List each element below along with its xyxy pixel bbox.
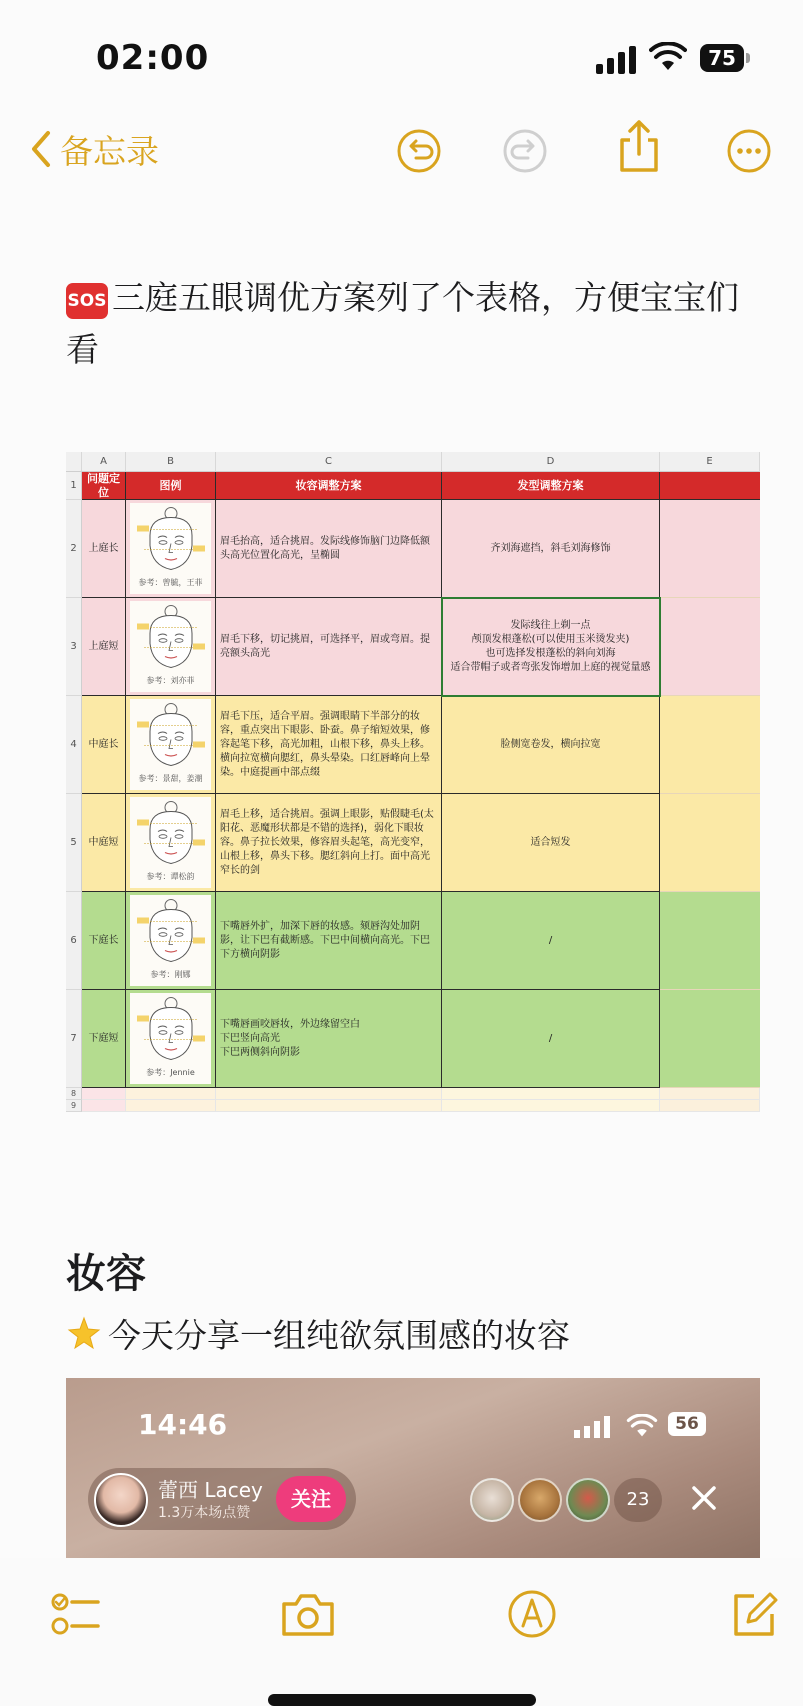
face-illustration — [130, 993, 211, 1084]
selected-cell-outline — [441, 597, 661, 697]
follow-button[interactable]: 关注 — [276, 1476, 346, 1522]
problem-cell: 下庭短 — [82, 990, 126, 1088]
viewer-avatar[interactable] — [470, 1478, 514, 1522]
row-number: 7 — [66, 990, 82, 1088]
sheet-header-cell: 发型调整方案 — [442, 472, 660, 500]
sos-icon: SOS — [66, 283, 108, 319]
camera-icon[interactable] — [280, 1588, 336, 1640]
host-avatar[interactable] — [94, 1473, 148, 1527]
column-letter: B — [126, 452, 216, 472]
face-sketch-icon — [136, 898, 206, 973]
column-letter: A — [82, 452, 126, 472]
face-illustration — [130, 895, 211, 986]
cellular-signal-icon — [596, 44, 638, 74]
markup-icon[interactable] — [506, 1588, 558, 1640]
illustration-cell — [126, 500, 216, 598]
wifi-icon — [649, 42, 687, 72]
sparkle-star-icon — [66, 1315, 102, 1351]
note-title[interactable] — [66, 272, 746, 376]
more-icon[interactable] — [726, 128, 772, 174]
face-illustration — [130, 503, 211, 594]
home-indicator — [268, 1694, 536, 1706]
illustration-caption: 参考：Jennie — [146, 1068, 195, 1077]
status-bar — [0, 0, 803, 110]
section-subtitle — [66, 1310, 570, 1357]
makeup-cell: 下嘴唇外扩，加深下唇的妆感。颏唇沟处加阴影，让下巴有截断感。下巴中间横向高光。下巴下方横向阴影 — [216, 892, 442, 990]
makeup-cell: 眉毛上移，适合挑眉。强调上眼影，贴假睫毛(太阳花、恶魔形状都是不错的选择)，弱化下眼妆容。鼻子拉长效果，修容眉头起笔，高光变窄，山根上移，鼻头下移。腮红斜向上打。面中高光窄长的剑 — [216, 794, 442, 892]
face-sketch-icon — [136, 800, 206, 875]
checklist-icon[interactable] — [50, 1588, 102, 1640]
face-sketch-icon — [136, 604, 206, 679]
row-number: 6 — [66, 892, 82, 990]
section-subtitle-text: 今天分享一组纯欲氛围感的妆容 — [108, 1316, 570, 1355]
hair-cell: 脸侧宽卷发，横向拉宽 — [442, 696, 660, 794]
chevron-left-icon — [30, 130, 52, 168]
row-number: 1 — [66, 472, 82, 500]
row-number: 2 — [66, 500, 82, 598]
illustration-cell — [126, 990, 216, 1088]
illustration-cell — [126, 696, 216, 794]
viewer-avatar[interactable] — [518, 1478, 562, 1522]
status-time: 02:00 — [96, 38, 210, 78]
face-illustration — [130, 601, 211, 692]
row-number: 8 — [66, 1088, 82, 1100]
redo-icon[interactable] — [502, 128, 548, 174]
row-number: 4 — [66, 696, 82, 794]
sheet-header-cell: 妆容调整方案 — [216, 472, 442, 500]
illustration-cell — [126, 794, 216, 892]
viewer-avatar[interactable] — [566, 1478, 610, 1522]
illustration-caption: 参考：曾毓，王菲 — [138, 578, 203, 587]
battery-indicator: 75 — [700, 44, 744, 72]
host-name: 蕾西 Lacey — [158, 1478, 263, 1502]
blank-cell — [126, 1088, 216, 1100]
close-icon[interactable] — [684, 1478, 724, 1518]
embedded-wifi-icon — [626, 1414, 658, 1438]
share-icon[interactable] — [616, 118, 662, 174]
empty-cell — [660, 794, 760, 892]
embedded-battery: 56 — [668, 1412, 706, 1436]
embedded-status-time: 14:46 — [138, 1408, 228, 1441]
compose-icon[interactable] — [728, 1588, 780, 1640]
viewer-count: 23 — [614, 1478, 662, 1522]
illustration-cell — [126, 598, 216, 696]
row-number: 9 — [66, 1100, 82, 1112]
face-sketch-icon — [136, 996, 206, 1071]
empty-cell — [660, 892, 760, 990]
empty-cell — [660, 500, 760, 598]
blank-cell — [82, 1088, 126, 1100]
section-heading: 妆容 — [66, 1251, 146, 1297]
illustration-caption: 参考：刘亦菲 — [146, 676, 195, 685]
sheet-corner — [66, 452, 82, 472]
hair-cell: 发际线往上剃一点 颅顶发根蓬松(可以使用玉米烫发夹) 也可选择发根蓬松的斜向刘海 适合带帽子或者弯张发饰增加上庭的视觉量感 — [442, 598, 660, 696]
host-likes: 1.3万本场点赞 — [158, 1505, 251, 1521]
spreadsheet-image[interactable] — [66, 452, 760, 1112]
hair-cell: / — [442, 892, 660, 990]
empty-cell — [660, 990, 760, 1088]
embedded-livestream-screenshot[interactable] — [66, 1378, 760, 1558]
empty-cell — [660, 598, 760, 696]
illustration-cell — [126, 892, 216, 990]
sheet-header-cell-empty — [660, 472, 760, 500]
problem-cell: 中庭长 — [82, 696, 126, 794]
makeup-cell: 眉毛下移，切记挑眉，可选择平，眉或弯眉。提亮额头高光 — [216, 598, 442, 696]
illustration-caption: 参考：谭松韵 — [146, 872, 195, 881]
blank-cell — [216, 1100, 442, 1112]
problem-cell: 中庭短 — [82, 794, 126, 892]
makeup-cell: 下嘴唇画咬唇妆，外边缘留空白 下巴竖向高光 下巴两侧斜向阴影 — [216, 990, 442, 1088]
row-number: 5 — [66, 794, 82, 892]
back-label: 备忘录 — [60, 131, 159, 171]
face-illustration — [130, 797, 211, 888]
embedded-signal-icon — [574, 1416, 610, 1438]
bottom-toolbar — [0, 1558, 803, 1706]
blank-cell — [660, 1088, 760, 1100]
illustration-caption: 参考：刚娜 — [150, 970, 191, 979]
problem-cell: 上庭短 — [82, 598, 126, 696]
hair-cell: 适合短发 — [442, 794, 660, 892]
problem-cell: 上庭长 — [82, 500, 126, 598]
makeup-cell: 眉毛下压，适合平眉。强调眼睛下半部分的妆容，重点突出下眼影、卧蚕。鼻子缩短效果，修容起笔下移，高光加粗，山根下移，鼻头上移。横向拉宽横向腮红，鼻头晕染。口红唇峰向上晕染。中庭提画中部点缀 — [216, 696, 442, 794]
face-sketch-icon — [136, 702, 206, 777]
battery-nub — [746, 53, 750, 63]
blank-cell — [82, 1100, 126, 1112]
face-sketch-icon — [136, 506, 206, 581]
note-title-text: 三庭五眼调优方案列了个表格，方便宝宝们看 — [66, 278, 739, 369]
blank-cell — [660, 1100, 760, 1112]
blank-cell — [216, 1088, 442, 1100]
column-letter: C — [216, 452, 442, 472]
blank-cell — [442, 1088, 660, 1100]
makeup-cell: 眉毛抬高，适合挑眉。发际线修饰脑门边降低额头高光位置化高光，呈椭圆 — [216, 500, 442, 598]
illustration-caption: 参考：景甜，姜潮 — [138, 774, 203, 783]
navigation-bar — [0, 110, 803, 190]
blank-cell — [442, 1100, 660, 1112]
column-letter: E — [660, 452, 760, 472]
undo-icon[interactable] — [396, 128, 442, 174]
hair-cell: 齐刘海遮挡，斜毛刘海修饰 — [442, 500, 660, 598]
sheet-header-cell: 问题定位 — [82, 472, 126, 500]
hair-cell: / — [442, 990, 660, 1088]
problem-cell: 下庭长 — [82, 892, 126, 990]
empty-cell — [660, 696, 760, 794]
blank-cell — [126, 1100, 216, 1112]
sheet-header-cell: 图例 — [126, 472, 216, 500]
back-button[interactable] — [30, 124, 159, 174]
column-letter: D — [442, 452, 660, 472]
row-number: 3 — [66, 598, 82, 696]
face-illustration — [130, 699, 211, 790]
